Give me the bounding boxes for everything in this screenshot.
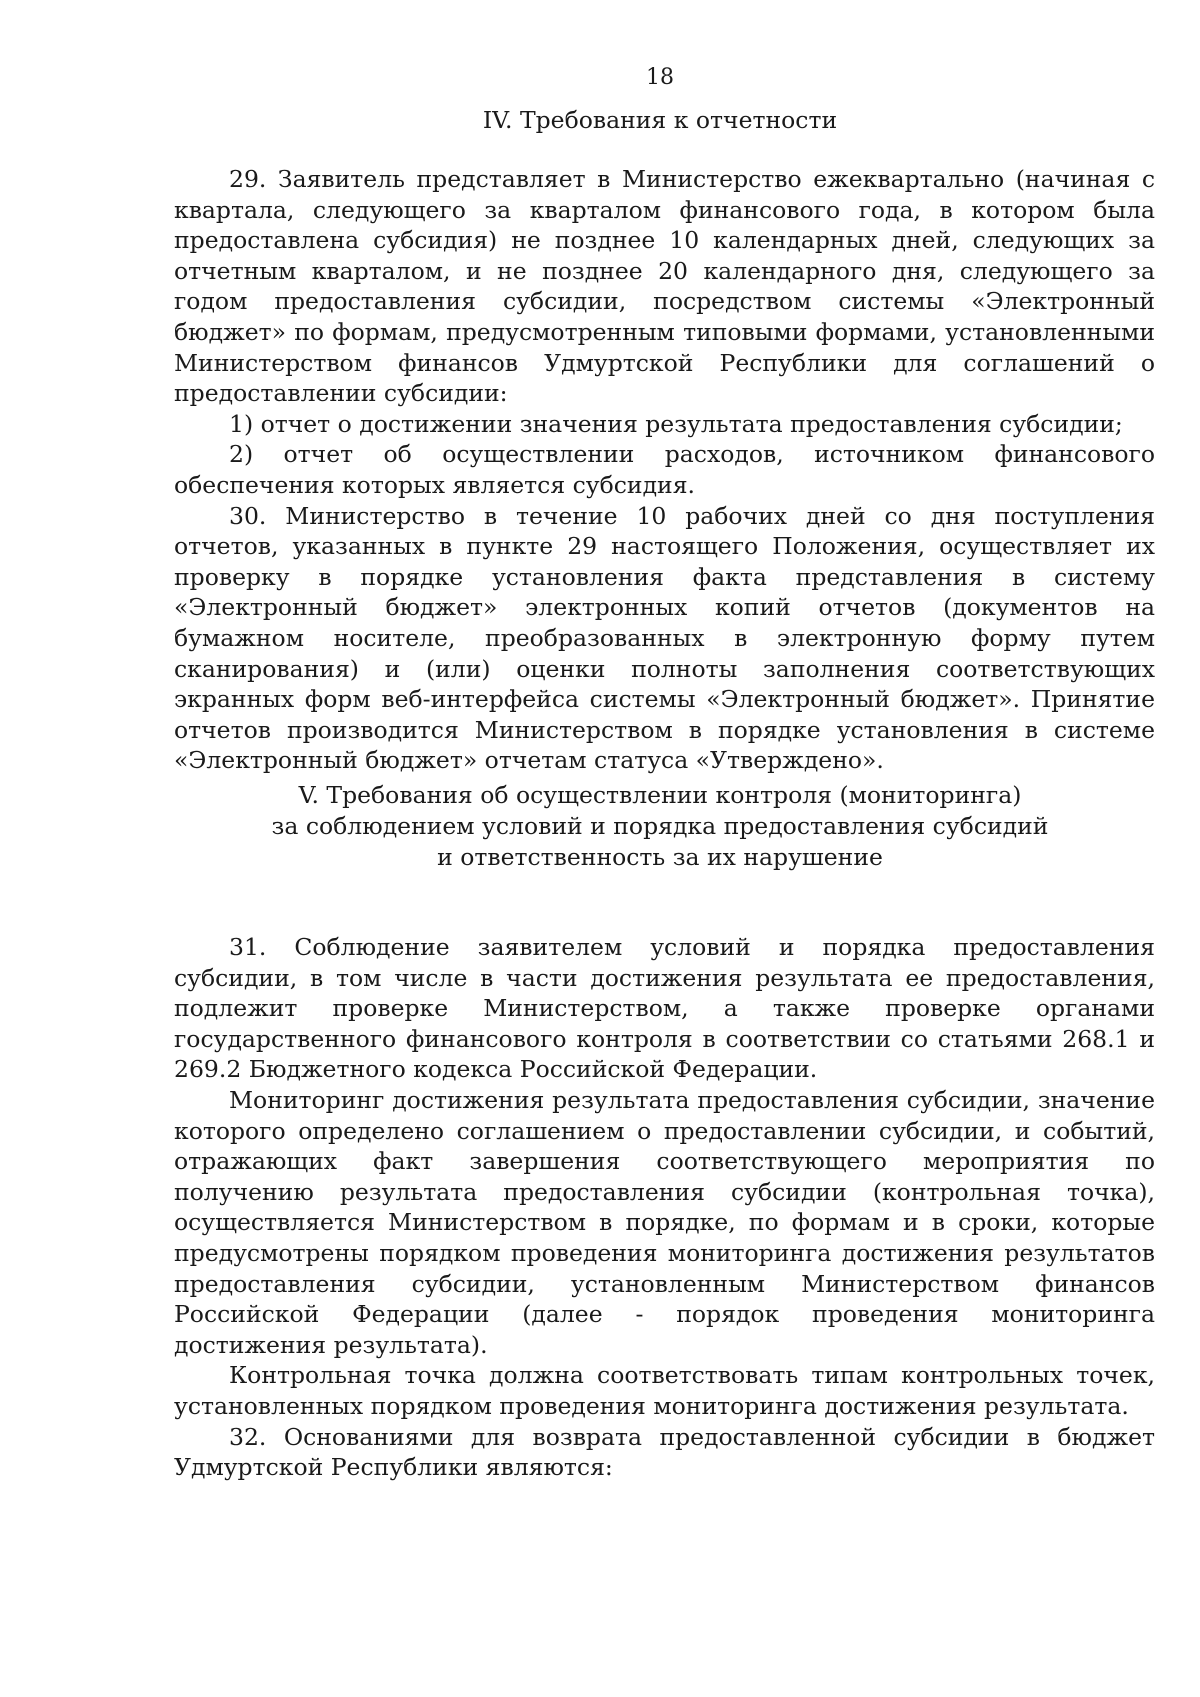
section-iv-title: IV. Требования к отчетности	[482, 106, 838, 134]
page-number: 18	[646, 65, 674, 90]
section-v-title-line-3: и ответственность за их нарушение	[437, 843, 883, 871]
section-v-body	[174, 932, 1155, 1483]
section-v-title-line-1: V. Требования об осуществлении контроля (мониторинга)	[298, 781, 1022, 809]
paragraph-29-item-1: 1) отчет о достижении значения результата предоставления субсидии;	[229, 409, 1123, 438]
paragraph-31: 31. Соблюдение заявителем условий и порядка предоставления субсидии, в том числе в части достижения результата ее предоставления, подлежит проверке Министерством, а также проверке органами государственного финансового контроля в соответствии со статьями 268.1 и 269.2 Бюджетного кодекса Российской Федерации.	[174, 933, 1155, 1084]
section-v-title	[0, 780, 1200, 873]
paragraph-control-point: Контрольная точка должна соответствовать типам контрольных точек, установленных порядком проведения мониторинга достижения результата.	[174, 1361, 1155, 1420]
paragraph-29-item-2: 2) отчет об осуществлении расходов, источником финансового обеспечения которых является субсидия.	[174, 440, 1155, 499]
paragraph-32: 32. Основаниями для возврата предоставленной субсидии в бюджет Удмуртской Республики являются:	[174, 1422, 1155, 1482]
paragraph-29: 29. Заявитель представляет в Министерство ежеквартально (начиная с квартала, следующего за кварталом финансового года, в котором была предоставлена субсидия) не позднее 10 календарных дней, следующих за отчетным кварталом, и не позднее 20 календарного дня, следующего за годом предоставления субсидии, посредством системы «Электронный бюджет» по формам, предусмотренным типовыми формами, установленными Министерством финансов Удмуртской Республики для соглашений о предоставлении субсидии:	[174, 165, 1155, 408]
section-iv-body	[174, 164, 1155, 776]
section-v-title-line-2: за соблюдением условий и порядка предоставления субсидий	[271, 812, 1049, 840]
paragraph-30: 30. Министерство в течение 10 рабочих дней со дня поступления отчетов, указанных в пункте 29 настоящего Положения, осуществляет их проверку в порядке установления факта представления в систему «Электронный бюджет» электронных копий отчетов (документов на бумажном носителе, преобразованных в электронную форму путем сканирования) и (или) оценки полноты заполнения соответствующих экранных форм веб-интерфейса системы «Электронный бюджет». Принятие отчетов производится Министерством в порядке установления в системе «Электронный бюджет» отчетам статуса «Утверждено».	[174, 501, 1155, 775]
paragraph-monitoring: Мониторинг достижения результата предоставления субсидии, значение которого определено соглашением о предоставлении субсидии, и событий, отражающих факт завершения соответствующего мероприятия по получению результата предоставления субсидии (контрольная точка), осуществляется Министерством в порядке, по формам и в сроки, которые предусмотрены порядком проведения мониторинга достижения результатов предоставления субсидии, установленным Министерством финансов Российской Федерации (далее - порядок проведения мониторинга достижения результата).	[174, 1085, 1155, 1359]
